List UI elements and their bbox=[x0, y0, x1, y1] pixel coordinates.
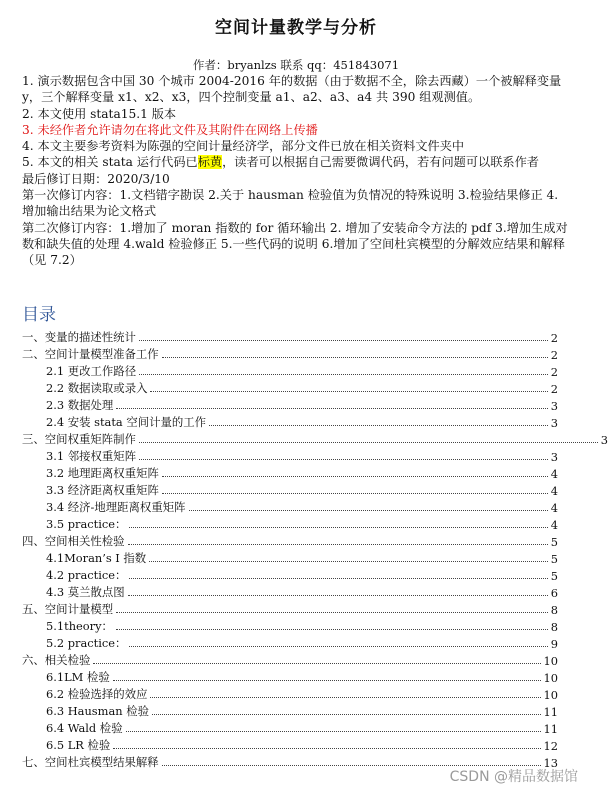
toc-dot-leader bbox=[139, 374, 548, 375]
toc-dot-leader bbox=[128, 544, 548, 545]
toc-entry[interactable] bbox=[22, 702, 558, 719]
toc-entry[interactable] bbox=[22, 685, 558, 702]
toc-entry-label[interactable]: 4.2 practice： bbox=[46, 568, 127, 582]
toc-entry-page-number: 6 bbox=[550, 586, 558, 600]
toc-entry-page-number: 9 bbox=[550, 637, 558, 651]
toc-entry[interactable] bbox=[22, 379, 558, 396]
toc-entry-page-number: 4 bbox=[550, 467, 558, 481]
toc-entry[interactable] bbox=[22, 583, 558, 600]
toc-entry-label[interactable]: 3.2 地理距离权重矩阵 bbox=[46, 466, 159, 480]
toc-entry-label[interactable]: 4.3 莫兰散点图 bbox=[46, 585, 125, 599]
watermark: CSDN @精品数据馆 bbox=[449, 769, 578, 785]
toc-entry[interactable] bbox=[22, 396, 558, 413]
toc-dot-leader bbox=[150, 697, 540, 698]
toc-entry-page-number: 3 bbox=[600, 433, 608, 447]
intro-item-3-warning: 3. 未经作者允许请勿在将此文件及其附件在网络上传播 bbox=[22, 122, 318, 137]
toc-entry[interactable] bbox=[22, 481, 558, 498]
intro-item-5 bbox=[22, 154, 570, 170]
toc-dot-leader bbox=[162, 476, 548, 477]
toc-entry-label[interactable]: 5.2 practice： bbox=[46, 636, 127, 650]
toc-entry-label[interactable]: 6.4 Wald 检验 bbox=[46, 721, 123, 735]
toc-dot-leader bbox=[150, 391, 547, 392]
toc-entry-label[interactable]: 4.1Moran’s I 指数 bbox=[46, 551, 147, 565]
toc-entry-page-number: 3 bbox=[550, 416, 558, 430]
toc-entry-label[interactable]: 2.3 数据处理 bbox=[46, 398, 114, 412]
toc-dot-leader bbox=[116, 629, 548, 630]
toc-entry-label[interactable]: 五、空间计量模型 bbox=[22, 602, 114, 616]
table-of-contents bbox=[22, 328, 608, 770]
toc-dot-leader bbox=[113, 680, 541, 681]
toc-entry-page-number: 3 bbox=[550, 399, 558, 413]
highlighted-word: 标黄 bbox=[197, 155, 223, 170]
toc-entry[interactable] bbox=[22, 600, 558, 617]
toc-entry-page-number: 8 bbox=[550, 620, 558, 634]
toc-entry-label[interactable]: 2.4 安装 stata 空间计量的工作 bbox=[46, 415, 207, 429]
toc-entry-label[interactable]: 2.1 更改工作路径 bbox=[46, 364, 137, 378]
toc-entry[interactable] bbox=[22, 413, 558, 430]
toc-entry-page-number: 3 bbox=[550, 450, 558, 464]
toc-dot-leader bbox=[162, 493, 548, 494]
toc-entry[interactable] bbox=[22, 430, 608, 447]
toc-entry[interactable] bbox=[22, 668, 558, 685]
toc-entry-page-number: 10 bbox=[543, 688, 558, 702]
toc-entry-page-number: 5 bbox=[550, 569, 558, 583]
toc-dot-leader bbox=[128, 595, 548, 596]
toc-entry-page-number: 4 bbox=[550, 501, 558, 515]
toc-entry[interactable] bbox=[22, 464, 558, 481]
author-line: 作者：bryanlzs 联系 qq：451843071 bbox=[192, 58, 400, 72]
toc-entry[interactable] bbox=[22, 549, 558, 566]
toc-entry-label[interactable]: 一、变量的描述性统计 bbox=[22, 330, 136, 344]
toc-entry-page-number: 12 bbox=[543, 739, 558, 753]
toc-dot-leader bbox=[139, 459, 548, 460]
toc-dot-leader bbox=[116, 612, 548, 613]
toc-dot-leader bbox=[129, 646, 547, 647]
toc-entry[interactable] bbox=[22, 617, 558, 634]
toc-entry[interactable] bbox=[22, 736, 558, 753]
toc-entry-label[interactable]: 三、空间权重矩阵制作 bbox=[22, 432, 136, 446]
toc-entry-label[interactable]: 六、相关检验 bbox=[22, 653, 91, 667]
toc-dot-leader bbox=[126, 731, 541, 732]
toc-entry-page-number: 10 bbox=[543, 671, 558, 685]
toc-dot-leader bbox=[139, 442, 598, 443]
toc-entry[interactable] bbox=[22, 362, 558, 379]
toc-entry[interactable] bbox=[22, 498, 558, 515]
toc-entry-page-number: 5 bbox=[550, 552, 558, 566]
first-revision: 第一次修订内容：1.文档错字勘误 2.关于 hausman 检验值为负情况的特殊说明 3.检验结果修正 4.增加输出结果为论文格式 bbox=[22, 188, 559, 219]
toc-entry[interactable] bbox=[22, 651, 558, 668]
toc-entry-page-number: 2 bbox=[550, 348, 558, 362]
toc-entry-label[interactable]: 3.3 经济距离权重矩阵 bbox=[46, 483, 159, 497]
toc-dot-leader bbox=[152, 714, 541, 715]
toc-entry[interactable] bbox=[22, 719, 558, 736]
toc-entry-page-number: 5 bbox=[550, 535, 558, 549]
toc-entry-page-number: 11 bbox=[543, 705, 558, 719]
toc-entry[interactable] bbox=[22, 515, 558, 532]
toc-dot-leader bbox=[129, 527, 547, 528]
toc-entry[interactable] bbox=[22, 328, 558, 345]
toc-entry[interactable] bbox=[22, 634, 558, 651]
toc-heading: 目录 bbox=[22, 305, 56, 325]
toc-entry[interactable] bbox=[22, 532, 558, 549]
toc-entry-page-number: 2 bbox=[550, 382, 558, 396]
intro-section bbox=[22, 73, 570, 269]
intro-item-1: 1. 演示数据包含中国 30 个城市 2004-2016 年的数据（由于数据不全，除去西藏）一个被解释变量 y，三个解释变量 x1、x2、x3，四个控制变量 a1、a2、a3、a4 共 390 组观测值。 bbox=[22, 74, 562, 105]
toc-dot-leader bbox=[129, 578, 547, 579]
toc-dot-leader bbox=[116, 408, 547, 409]
intro-item-2: 2. 本文使用 stata15.1 版本 bbox=[22, 106, 177, 121]
intro-item-5-rest: ，读者可以根据自己需要微调代码，若有问题可以联系作者 bbox=[222, 155, 539, 170]
toc-dot-leader bbox=[189, 510, 548, 511]
toc-dot-leader bbox=[209, 425, 548, 426]
toc-dot-leader bbox=[93, 663, 540, 664]
toc-dot-leader bbox=[149, 561, 548, 562]
second-revision: 第二次修订内容：1.增加了 moran 指数的 for 循环输出 2. 增加了安装命令方法的 pdf 3.增加生成对数和缺失值的处理 4.wald 检验修正 5.一些代码的说明 6.增加了空间杜宾模型的分解效应结果和解释（见 7.2） bbox=[22, 220, 568, 268]
toc-entry-page-number: 4 bbox=[550, 518, 558, 532]
toc-entry-page-number: 2 bbox=[550, 365, 558, 379]
toc-entry-label[interactable]: 6.5 LR 检验 bbox=[46, 738, 111, 752]
toc-entry-label[interactable]: 6.2 检验选择的效应 bbox=[46, 687, 148, 701]
toc-entry[interactable] bbox=[22, 447, 558, 464]
toc-entry-label[interactable]: 二、空间计量模型准备工作 bbox=[22, 347, 159, 361]
toc-entry-page-number: 11 bbox=[543, 722, 558, 736]
toc-entry-page-number: 13 bbox=[543, 756, 558, 770]
toc-entry-label[interactable]: 6.1LM 检验 bbox=[46, 670, 110, 684]
toc-entry-label[interactable]: 四、空间相关性检验 bbox=[22, 534, 125, 548]
toc-entry-page-number: 4 bbox=[550, 484, 558, 498]
revision-date: 最后修订日期：2020/3/10 bbox=[22, 171, 170, 186]
toc-dot-leader bbox=[162, 357, 548, 358]
toc-entry-label[interactable]: 3.1 邻接权重矩阵 bbox=[46, 449, 137, 463]
toc-entry-label[interactable]: 6.3 Hausman 检验 bbox=[46, 704, 149, 718]
toc-entry[interactable] bbox=[22, 566, 558, 583]
toc-entry-label[interactable]: 3.4 经济-地理距离权重矩阵 bbox=[46, 500, 186, 514]
intro-item-5-text: 5. 本文的相关 stata 运行代码已 bbox=[22, 155, 198, 170]
toc-entry[interactable] bbox=[22, 345, 558, 362]
toc-dot-leader bbox=[139, 340, 548, 341]
intro-item-4: 4. 本文主要参考资料为陈强的空间计量经济学，部分文件已放在相关资料文件夹中 bbox=[22, 139, 465, 154]
toc-entry-label[interactable]: 2.2 数据读取或录入 bbox=[46, 381, 148, 395]
toc-entry-label[interactable]: 3.5 practice： bbox=[46, 517, 127, 531]
toc-entry-label[interactable]: 5.1theory： bbox=[46, 619, 113, 633]
toc-entry-page-number: 8 bbox=[550, 603, 558, 617]
toc-entry-page-number: 2 bbox=[550, 331, 558, 345]
document-title: 空间计量教学与分析 bbox=[215, 18, 377, 38]
toc-dot-leader bbox=[113, 748, 540, 749]
toc-entry-label[interactable]: 七、空间杜宾模型结果解释 bbox=[22, 755, 159, 769]
toc-entry-page-number: 10 bbox=[543, 654, 558, 668]
